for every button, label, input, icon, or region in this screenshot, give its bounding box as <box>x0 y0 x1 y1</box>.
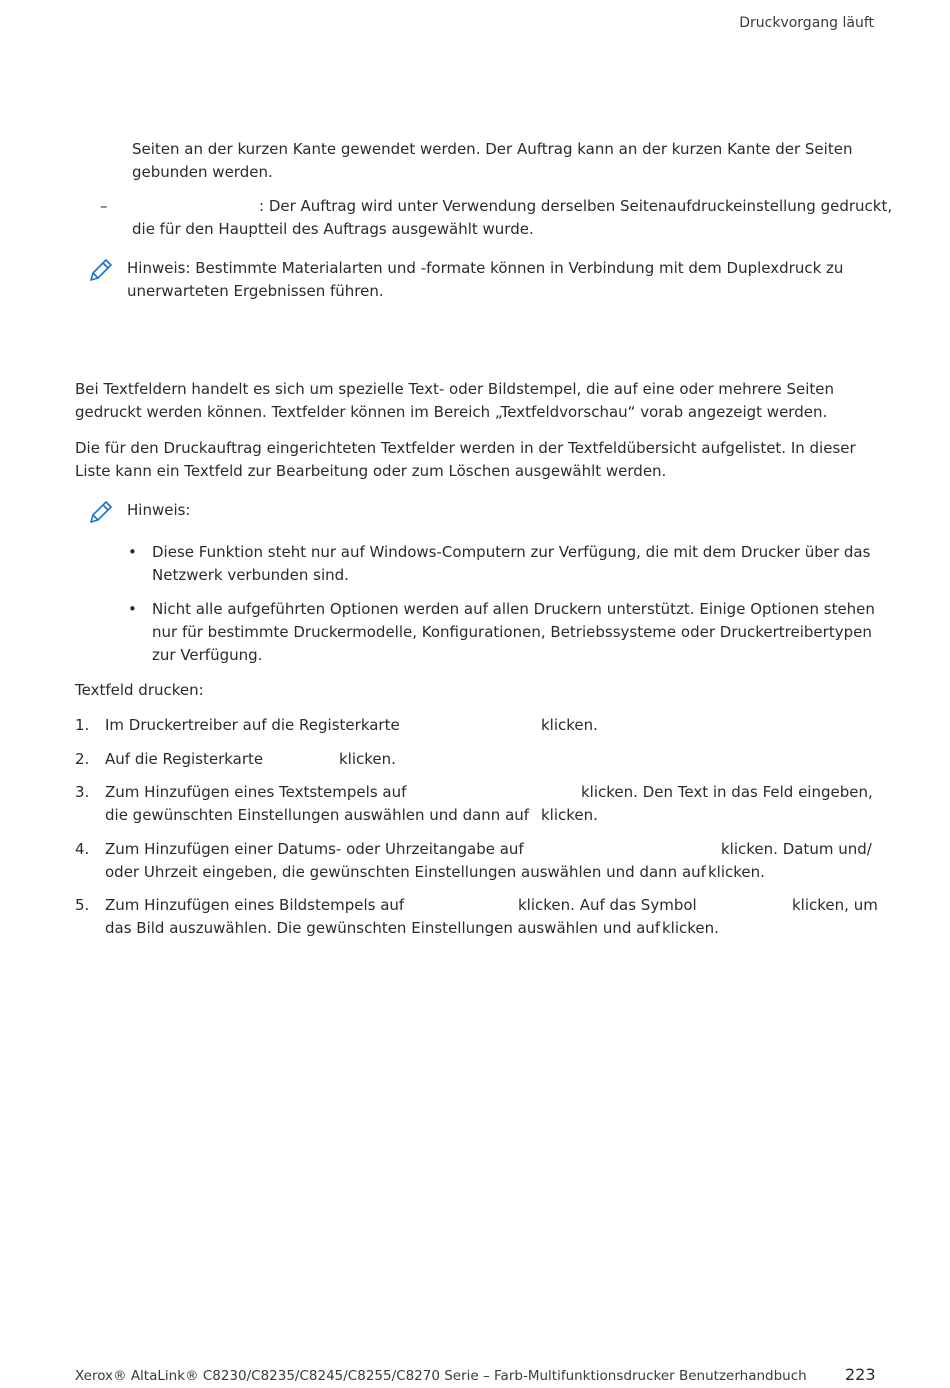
step-text: Im Druckertreiber auf die Registerkarte <box>105 716 400 734</box>
footer-text: Xerox® AltaLink® C8230/C8235/C8245/C8255/C8270 Serie – Farb-Multifunktionsdrucker Benutzerhandbuch <box>75 1368 807 1384</box>
dash-marker: – <box>100 197 108 215</box>
step-text: klicken, um <box>792 896 878 914</box>
step-number: 5. <box>75 896 90 914</box>
step-text: Zum Hinzufügen eines Bildstempels auf <box>105 896 405 914</box>
dash-item-line1: : Der Auftrag wird unter Verwendung derselben Seitenaufdruckeinstellung gedruckt, <box>259 197 893 215</box>
step-text: klicken. <box>541 806 598 824</box>
bullet-marker: • <box>128 543 137 561</box>
step-number: 1. <box>75 716 90 734</box>
step-text: klicken. Den Text in das Feld eingeben, <box>581 783 873 801</box>
step-text: klicken. Auf das Symbol <box>518 896 697 914</box>
bullet-marker: • <box>128 600 137 618</box>
note-label: Hinweis: <box>127 501 191 519</box>
continuation-text: Seiten an der kurzen Kante gewendet werden. Der Auftrag kann an der kurzen Kante der Seiten gebunden werden. <box>132 140 853 181</box>
step-text: das Bild auszuwählen. Die gewünschten Einstellungen auswählen und auf <box>105 919 661 937</box>
note-text: Hinweis: Bestimmte Materialarten und -formate können in Verbindung mit dem Duplexdruck zu unerwarteten Ergebnissen führen. <box>127 259 844 300</box>
page-number: 223 <box>845 1365 876 1384</box>
bullet-item: Nicht alle aufgeführten Optionen werden auf allen Druckern unterstützt. Einige Optionen stehen nur für bestimmte Druckermodelle, Konfigurationen, Betriebssysteme oder Druckertreibertypen zur Verfügung. <box>152 600 875 664</box>
print-label: Textfeld drucken: <box>75 681 204 699</box>
step-text: klicken. <box>339 750 396 768</box>
step-text: klicken. <box>662 919 719 937</box>
step-number: 3. <box>75 783 90 801</box>
step-text: oder Uhrzeit eingeben, die gewünschten Einstellungen auswählen und dann auf <box>105 863 706 881</box>
pencil-icon <box>87 256 115 291</box>
step-text: Auf die Registerkarte <box>105 750 264 768</box>
step-text: die gewünschten Einstellungen auswählen und dann auf <box>105 806 530 824</box>
step-number: 4. <box>75 840 90 858</box>
bullet-item: Diese Funktion steht nur auf Windows-Computern zur Verfügung, die mit dem Drucker über das Netzwerk verbunden sind. <box>152 543 871 584</box>
step-text: klicken. <box>708 863 765 881</box>
step-number: 2. <box>75 750 90 768</box>
step-text: klicken. <box>541 716 598 734</box>
step-text: klicken. Datum und/ <box>721 840 872 858</box>
paragraph-intro: Bei Textfeldern handelt es sich um spezielle Text- oder Bildstempel, die auf eine oder mehrere Seiten gedruckt werden können. Textfelder können im Bereich „Textfeldvorschau“ vorab angezeigt werden. <box>75 380 835 421</box>
step-text: Zum Hinzufügen eines Textstempels auf <box>105 783 407 801</box>
dash-item-line2: die für den Hauptteil des Auftrags ausgewählt wurde. <box>132 220 534 238</box>
step-text: Zum Hinzufügen einer Datums- oder Uhrzeitangabe auf <box>105 840 524 858</box>
running-header: Druckvorgang läuft <box>739 15 874 31</box>
paragraph-list: Die für den Druckauftrag eingerichteten Textfelder werden in der Textfeldübersicht aufgelistet. In dieser Liste kann ein Textfeld zur Bearbeitung oder zum Löschen ausgewählt werden. <box>75 439 856 480</box>
pencil-icon <box>87 498 115 533</box>
